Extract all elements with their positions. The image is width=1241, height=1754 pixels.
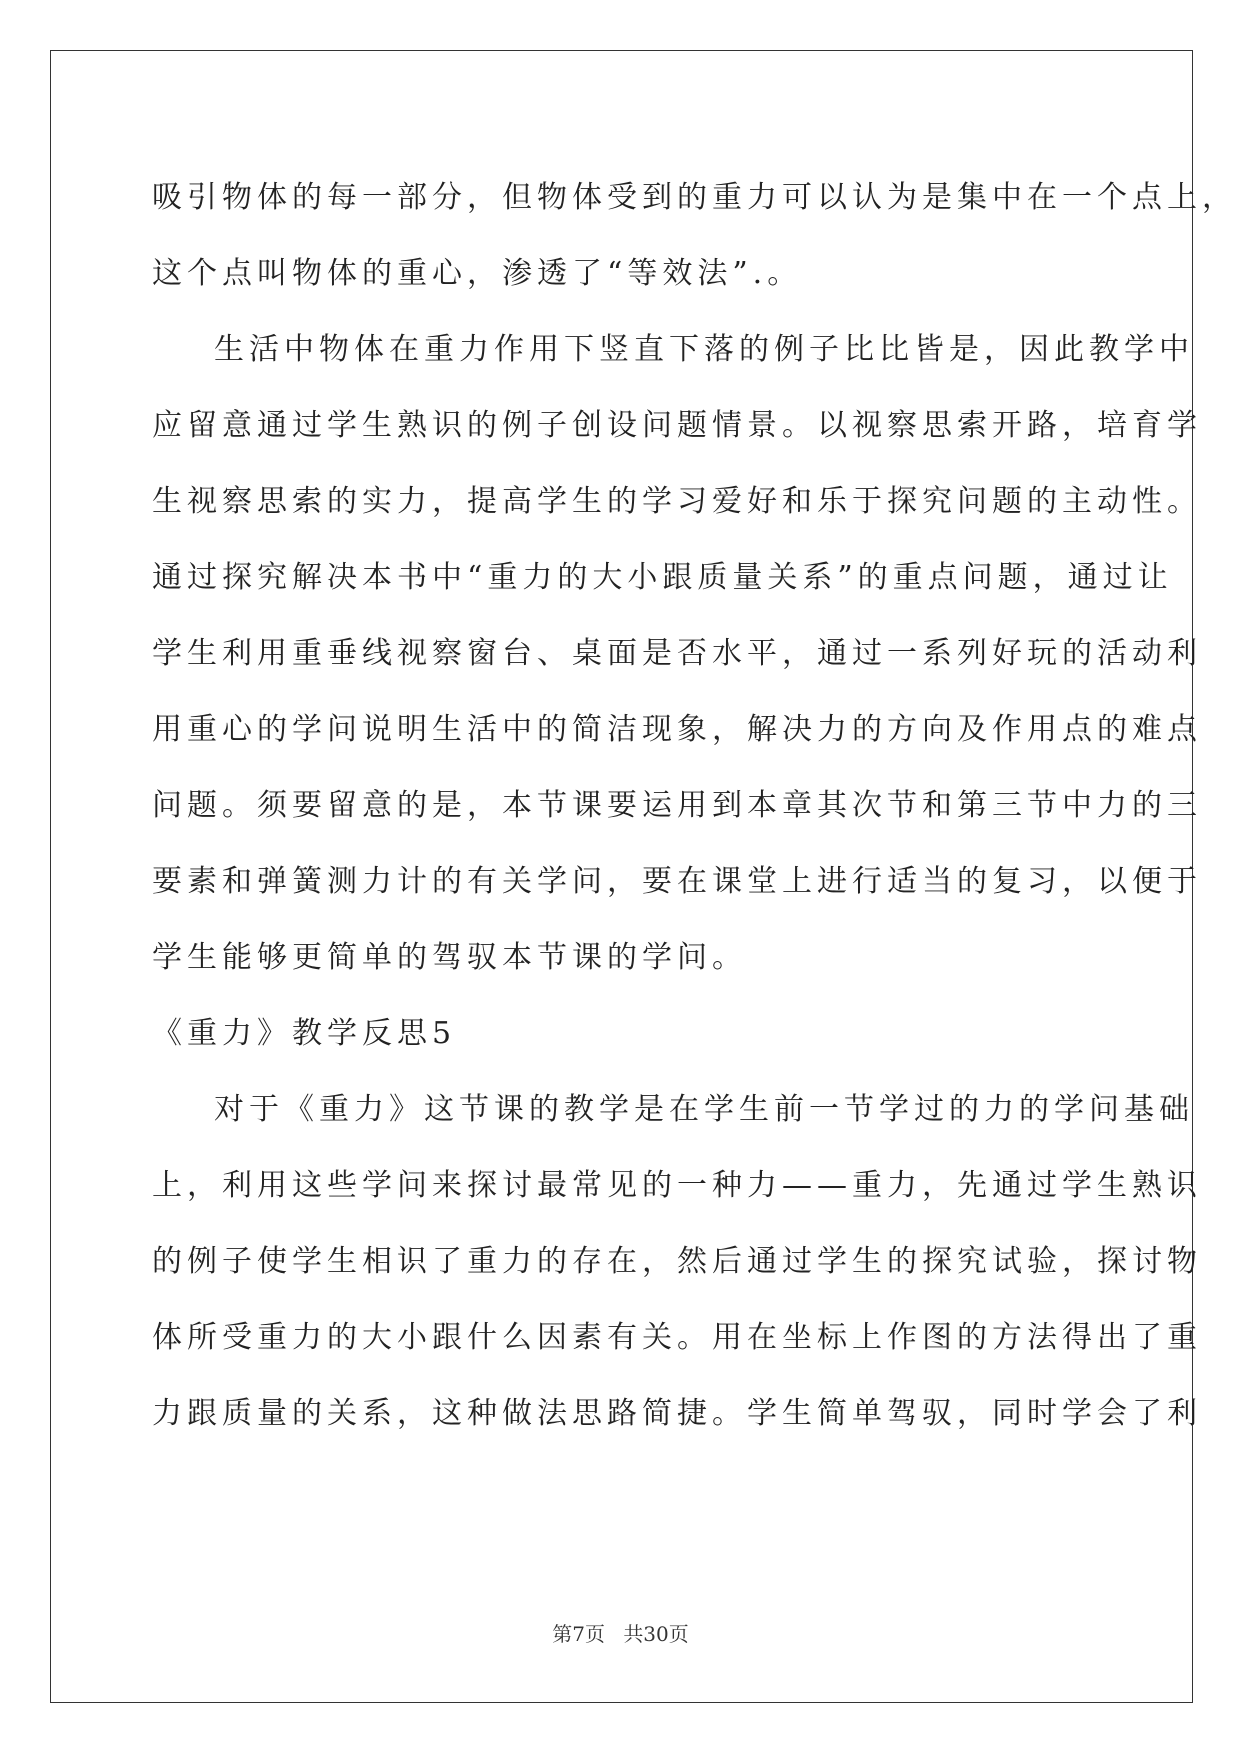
text-line: 《重力》教学反思5 bbox=[152, 1016, 457, 1051]
text-line: 对于《重力》这节课的教学是在学生前一节学过的力的学问基础 bbox=[214, 1092, 1194, 1127]
text-line: 体所受重力的大小跟什么因素有关。用在坐标上作图的方法得出了重 bbox=[152, 1320, 1202, 1355]
text-line: 应留意通过学生熟识的例子创设问题情景。以视察思索开路，培育学 bbox=[152, 408, 1202, 443]
text-line: 要素和弹簧测力计的有关学问，要在课堂上进行适当的复习，以便于 bbox=[152, 864, 1202, 899]
text-line: 吸引物体的每一部分，但物体受到的重力可以认为是集中在一个点上， bbox=[152, 180, 1237, 215]
text-line: 学生利用重垂线视察窗台、桌面是否水平，通过一系列好玩的活动利 bbox=[152, 636, 1202, 671]
page-number-total: 共30页 bbox=[623, 1622, 689, 1646]
text-line: 用重心的学问说明生活中的简洁现象，解决力的方向及作用点的难点 bbox=[152, 712, 1202, 747]
text-line: 力跟质量的关系，这种做法思路简捷。学生简单驾驭，同时学会了利 bbox=[152, 1396, 1202, 1431]
text-line: 学生能够更简单的驾驭本节课的学问。 bbox=[152, 940, 747, 975]
text-line: 生视察思索的实力，提高学生的学习爱好和乐于探究问题的主动性。 bbox=[152, 484, 1202, 519]
text-line: 问题。须要留意的是，本节课要运用到本章其次节和第三节中力的三 bbox=[152, 788, 1202, 823]
document-body bbox=[152, 160, 1237, 1452]
text-line: 这个点叫物体的重心，渗透了“等效法”.。 bbox=[152, 256, 803, 291]
text-line: 的例子使学生相识了重力的存在，然后通过学生的探究试验，探讨物 bbox=[152, 1244, 1202, 1279]
text-line: 生活中物体在重力作用下竖直下落的例子比比皆是，因此教学中 bbox=[214, 332, 1194, 367]
page-number-current: 第7页 bbox=[552, 1622, 605, 1646]
text-line: 通过探究解决本书中“重力的大小跟质量关系”的重点问题，通过让 bbox=[152, 560, 1173, 595]
text-line: 上，利用这些学问来探讨最常见的一种力——重力，先通过学生熟识 bbox=[152, 1168, 1202, 1203]
page-footer bbox=[0, 1618, 1241, 1647]
